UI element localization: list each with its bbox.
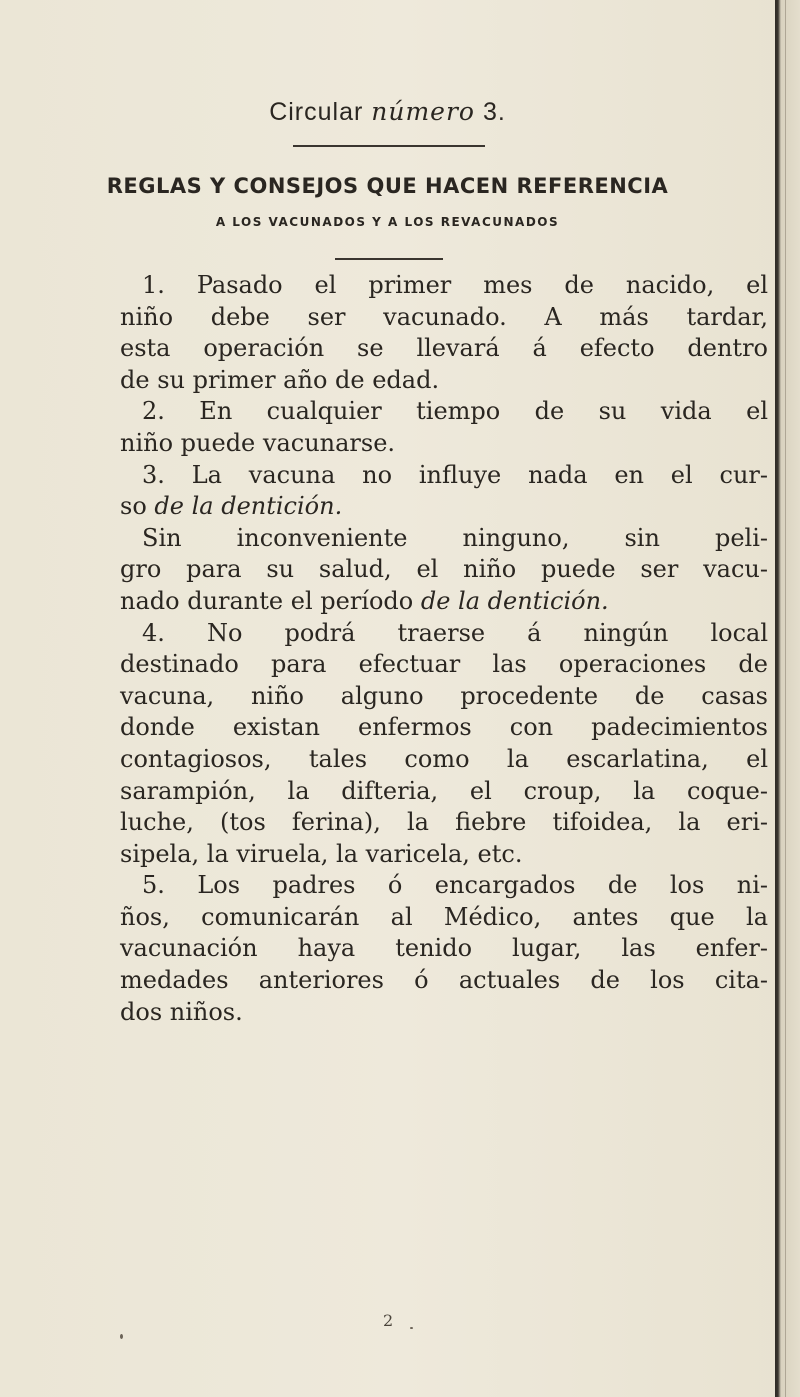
ink-speck: [410, 1327, 413, 1329]
body-line: sipela, la viruela, la varicela, etc.: [120, 839, 523, 868]
body-line: vacunación haya tenido lugar, las enfer-: [120, 934, 768, 963]
body-line-plain: so: [120, 492, 155, 521]
body-text: [120, 270, 768, 1028]
body-line: gro para su salud, el niño puede ser vacu-: [120, 555, 768, 584]
body-line: Sin inconveniente ninguno, sin peli-: [142, 523, 768, 552]
body-line: luche, (tos ferina), la fiebre tifoidea, la eri-: [120, 808, 768, 837]
body-line: vacuna, niño alguno procedente de casas: [120, 681, 768, 710]
body-line: 1. Pasado el primer mes de nacido, el: [142, 271, 768, 299]
middle-divider: [335, 258, 443, 260]
body-line: 2. En cualquier tiempo de su vida el: [142, 397, 768, 426]
body-line: 3. La vacuna no influye nada en el cur-: [142, 460, 768, 489]
body-line: de su primer año de edad.: [120, 365, 440, 394]
body-line: niño debe ser vacunado. A más tardar,: [120, 302, 768, 331]
body-line: ños, comunicarán al Médico, antes que la: [120, 902, 768, 931]
body-line-plain: nado durante el período: [120, 586, 421, 615]
ink-speck: [120, 1334, 123, 1339]
body-line: contagiosos, tales como la escarlatina, el: [120, 744, 768, 773]
body-line-italic: de la dentición.: [420, 586, 609, 615]
body-line: niño puede vacunarse.: [120, 428, 396, 457]
numero-word: número: [371, 97, 475, 126]
body-line: sarampión, la difteria, el croup, la coque-: [120, 776, 768, 805]
body-line: [120, 491, 768, 523]
body-line: esta operación se llevará á efecto dentro: [120, 334, 768, 363]
body-line: [120, 586, 768, 618]
circular-heading: [0, 97, 775, 127]
body-line: donde existan enfermos con padecimientos: [120, 713, 768, 742]
body-line: dos niños.: [120, 997, 243, 1026]
document-title: REGLAS Y CONSEJOS QUE HACEN REFERENCIA: [106, 174, 669, 198]
page-spine-edge: [775, 0, 800, 1397]
body-line: destinado para efectuar las operaciones de: [120, 650, 768, 679]
body-line-italic: de la dentición.: [154, 492, 343, 521]
page-number: 2: [383, 1311, 394, 1330]
body-line: medades anteriores ó actuales de los cita-: [120, 966, 768, 995]
top-divider: [293, 145, 485, 147]
circular-number: 3.: [482, 98, 506, 126]
body-line: 5. Los padres ó encargados de los ni-: [142, 871, 768, 900]
document-subtitle: A LOS VACUNADOS Y A LOS REVACUNADOS: [215, 215, 560, 229]
circular-word: Circular: [269, 98, 364, 126]
body-line: 4. No podrá traerse á ningún local: [142, 618, 768, 647]
